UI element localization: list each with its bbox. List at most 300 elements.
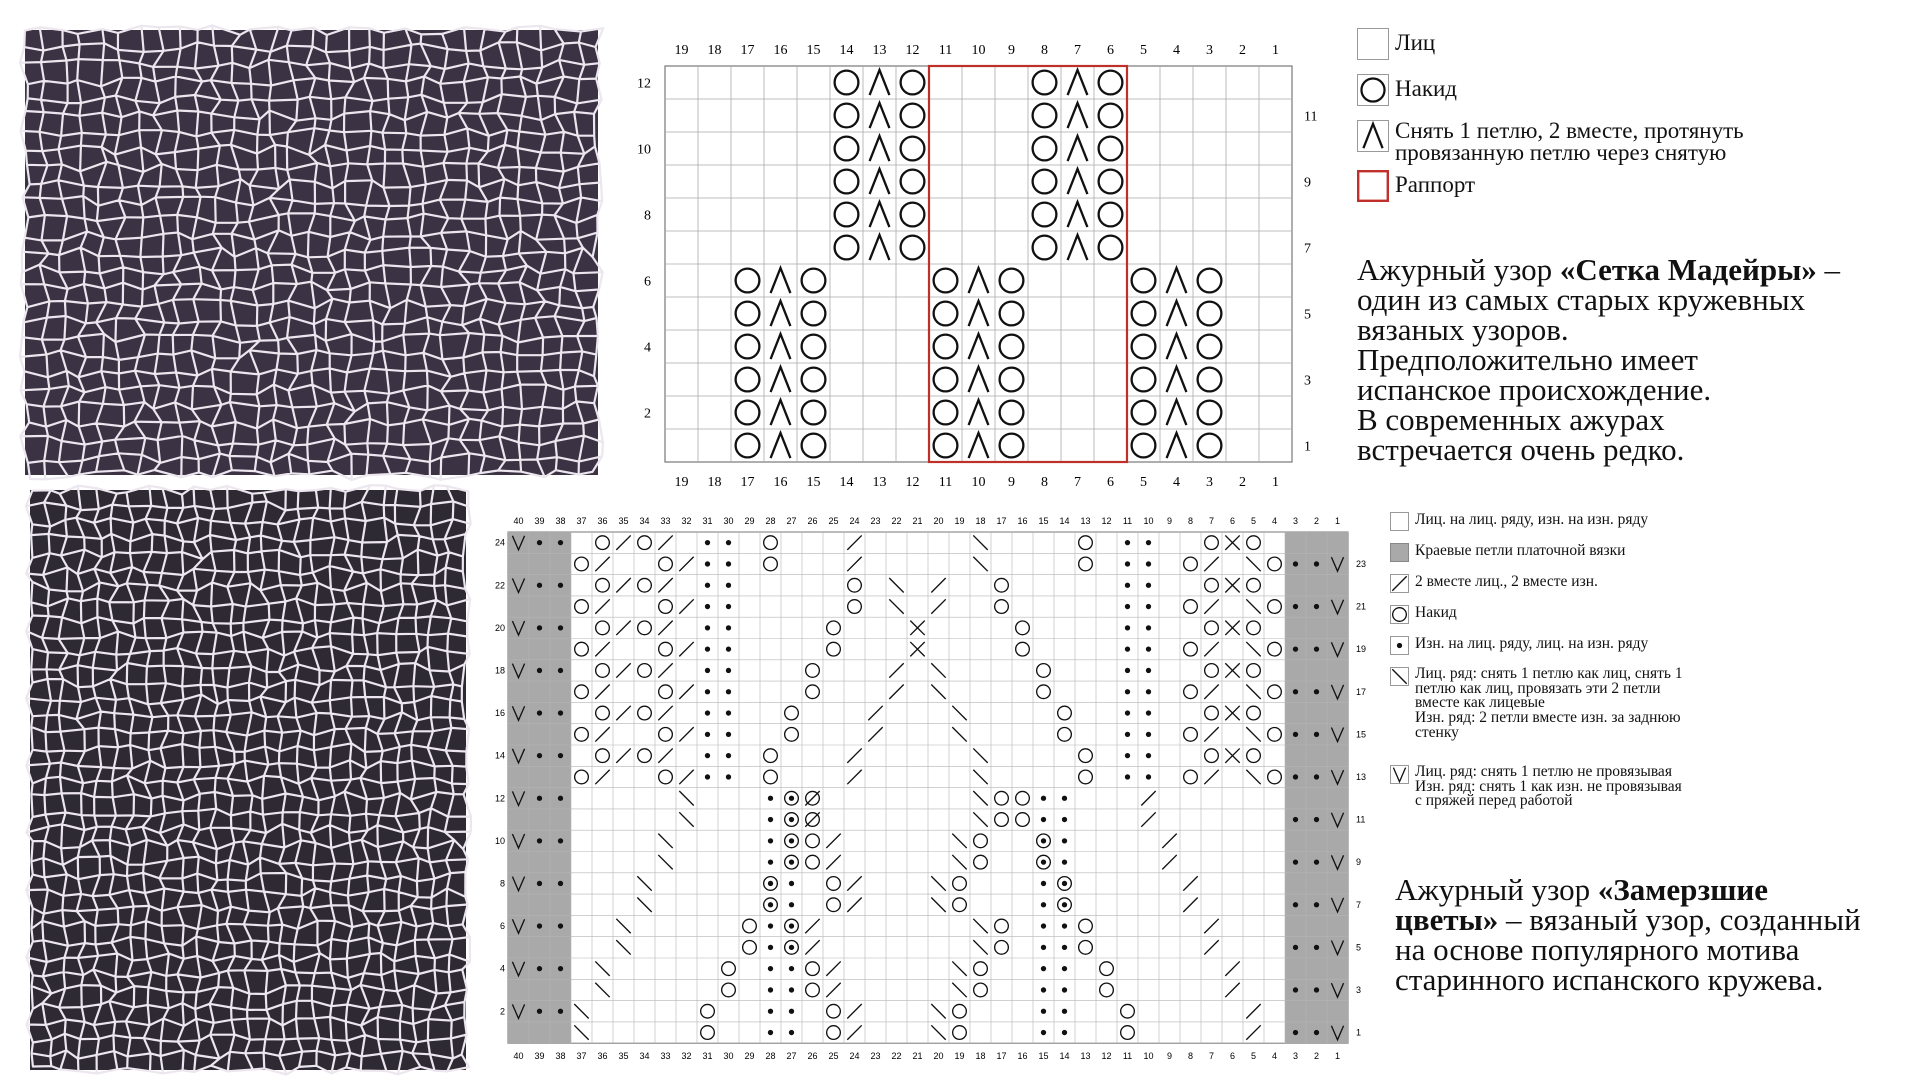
column-number-bottom: 40 xyxy=(513,1051,524,1062)
row-number-right: 23 xyxy=(1356,558,1367,569)
purl-dot-symbol xyxy=(768,1030,773,1035)
row-number-left: 12 xyxy=(494,793,505,804)
purl-dot-symbol xyxy=(1146,710,1151,715)
column-number-bottom: 21 xyxy=(912,1051,923,1062)
purl-dot-symbol xyxy=(537,966,542,971)
column-number-bottom: 18 xyxy=(707,475,722,490)
purl-dot-symbol xyxy=(768,923,773,928)
legend-item-blank xyxy=(1357,28,1435,60)
legend-item-slip xyxy=(1390,765,1682,809)
purl-dot-symbol xyxy=(789,966,794,971)
column-number-bottom: 19 xyxy=(674,475,689,490)
column-number-top: 25 xyxy=(828,516,839,526)
column-number-top: 13 xyxy=(1080,516,1091,526)
row-number-right: 3 xyxy=(1304,373,1311,389)
purl-dot-symbol xyxy=(768,1009,773,1014)
row-number-right: 5 xyxy=(1304,307,1311,323)
row-number-left: 20 xyxy=(494,622,505,633)
purl-dot-symbol xyxy=(1314,689,1319,694)
column-number-top: 5 xyxy=(1250,516,1257,526)
legend-item-edge xyxy=(1390,543,1625,562)
purl-dot-symbol xyxy=(1146,753,1151,758)
purl-dot-symbol xyxy=(1125,604,1130,609)
column-number-bottom: 4 xyxy=(1271,1051,1278,1062)
column-number-bottom: 10 xyxy=(971,475,986,490)
purl-dot-symbol xyxy=(1125,668,1130,673)
lace-photo-frozen-flowers xyxy=(30,490,466,1070)
column-number-top: 39 xyxy=(534,516,545,526)
column-number-top: 11 xyxy=(1122,516,1133,526)
purl-dot-symbol xyxy=(1293,902,1298,907)
column-number-top: 8 xyxy=(1041,43,1048,58)
row-number-right: 11 xyxy=(1304,109,1318,125)
column-number-top: 4 xyxy=(1271,516,1278,526)
purl-dot-symbol xyxy=(705,646,710,651)
purl-dot-symbol xyxy=(537,583,542,588)
column-number-top: 19 xyxy=(954,516,965,526)
desc2-prefix: Ажурный узор xyxy=(1395,872,1598,907)
purl-dot-symbol xyxy=(1314,604,1319,609)
column-number-bottom: 15 xyxy=(806,475,821,490)
purl-dot-symbol xyxy=(768,881,773,886)
purl-dot-symbol xyxy=(1062,987,1067,992)
purl-dot-symbol xyxy=(1146,625,1151,630)
column-number-top: 18 xyxy=(707,43,722,58)
purl-dot-symbol xyxy=(537,923,542,928)
purl-dot-symbol xyxy=(537,838,542,843)
column-number-top: 40 xyxy=(513,516,524,526)
purl-dot-symbol xyxy=(768,859,773,864)
purl-dot-symbol xyxy=(1397,643,1402,648)
column-number-top: 7 xyxy=(1208,516,1215,526)
column-number-top: 24 xyxy=(849,516,860,526)
purl-dot-symbol xyxy=(726,583,731,588)
purl-dot-symbol xyxy=(558,923,563,928)
purl-dot-symbol xyxy=(789,859,794,864)
row-number-right: 1 xyxy=(1304,439,1311,455)
purl-dot-symbol xyxy=(1041,966,1046,971)
row-number-left: 10 xyxy=(494,835,505,846)
ssk-icon xyxy=(1390,667,1409,686)
column-number-bottom: 3 xyxy=(1292,1051,1299,1062)
purl-dot-symbol xyxy=(1062,881,1067,886)
column-number-top: 16 xyxy=(773,43,788,58)
purl-dot-symbol xyxy=(705,689,710,694)
column-number-bottom: 28 xyxy=(765,1051,776,1062)
purl-dot-symbol xyxy=(768,966,773,971)
purl-dot-symbol xyxy=(789,945,794,950)
frozen-flowers-description xyxy=(1395,872,1915,997)
column-number-top: 23 xyxy=(870,516,881,526)
column-number-top: 27 xyxy=(786,516,797,526)
row-number-left: 16 xyxy=(494,708,505,719)
column-number-top: 29 xyxy=(744,516,755,526)
column-number-bottom: 39 xyxy=(534,1051,545,1062)
column-number-bottom: 18 xyxy=(975,1051,986,1062)
legend-text: Лиц. ряд: снять 1 петлю как лиц, снять 1 петлю как лиц, провязать эти 2 петли вместе как лицевые Изн. ряд: 2 петли вместе изн. за заднюю стенку xyxy=(1415,665,1683,741)
column-number-bottom: 11 xyxy=(1122,1051,1133,1062)
purl-dot-symbol xyxy=(768,902,773,907)
legend-text: Изн. на лиц. ряду, лиц. на изн. ряду xyxy=(1415,634,1649,652)
purl-dot-symbol xyxy=(789,1030,794,1035)
legend-item-blank xyxy=(1390,512,1648,531)
column-number-bottom: 6 xyxy=(1107,475,1114,490)
legend-item-ssk xyxy=(1390,667,1683,741)
row-number-right: 17 xyxy=(1356,686,1367,697)
legend-item-dot xyxy=(1390,636,1648,655)
symbol-frame xyxy=(1358,29,1389,60)
column-number-top: 30 xyxy=(723,516,734,526)
purl-dot-symbol xyxy=(1314,987,1319,992)
purl-dot-symbol xyxy=(537,625,542,630)
purl-dot-symbol xyxy=(789,923,794,928)
purl-dot-symbol xyxy=(1125,774,1130,779)
column-number-top: 16 xyxy=(1017,516,1028,526)
row-number-left: 2 xyxy=(644,406,651,422)
purl-dot-symbol xyxy=(1293,817,1298,822)
purl-dot-symbol xyxy=(1125,583,1130,588)
legend-text: Раппорт xyxy=(1395,171,1476,197)
purl-dot-symbol xyxy=(1314,774,1319,779)
row-number-left: 14 xyxy=(494,750,505,761)
column-number-top: 8 xyxy=(1187,516,1194,526)
legend-text: Краевые петли платочной вязки xyxy=(1415,541,1626,559)
purl-dot-symbol xyxy=(1125,540,1130,545)
purl-dot-symbol xyxy=(726,646,731,651)
dec-icon xyxy=(1357,120,1389,152)
frozen-flowers-chart xyxy=(494,510,1380,1070)
purl-dot-symbol xyxy=(789,1009,794,1014)
column-number-top: 33 xyxy=(660,516,671,526)
row-number-right: 7 xyxy=(1304,241,1311,257)
purl-dot-symbol xyxy=(558,838,563,843)
column-number-bottom: 8 xyxy=(1187,1051,1194,1062)
column-number-top: 2 xyxy=(1313,516,1320,526)
row-number-left: 8 xyxy=(499,878,505,889)
purl-dot-symbol xyxy=(558,710,563,715)
purl-dot-symbol xyxy=(1041,923,1046,928)
purl-dot-symbol xyxy=(726,774,731,779)
row-number-right: 1 xyxy=(1356,1027,1362,1038)
column-number-bottom: 9 xyxy=(1008,475,1015,490)
purl-dot-symbol xyxy=(1125,710,1130,715)
repeat-icon xyxy=(1357,170,1389,202)
purl-dot-symbol xyxy=(705,710,710,715)
madeira-description xyxy=(1357,252,1917,467)
column-number-bottom: 38 xyxy=(555,1051,566,1062)
column-number-bottom: 13 xyxy=(872,475,887,490)
purl-dot-symbol xyxy=(789,796,794,801)
column-number-top: 36 xyxy=(597,516,608,526)
column-number-top: 6 xyxy=(1107,43,1114,58)
column-number-top: 17 xyxy=(996,516,1007,526)
column-number-bottom: 1 xyxy=(1272,475,1279,490)
legend-text: Лиц xyxy=(1395,29,1436,55)
purl-dot-symbol xyxy=(1062,923,1067,928)
purl-dot-symbol xyxy=(726,710,731,715)
column-number-bottom: 12 xyxy=(1101,1051,1112,1062)
column-number-top: 31 xyxy=(702,516,713,526)
blank-icon xyxy=(1357,28,1389,60)
purl-dot-symbol xyxy=(537,710,542,715)
column-number-bottom: 33 xyxy=(660,1051,671,1062)
column-number-bottom: 14 xyxy=(839,475,854,490)
purl-dot-symbol xyxy=(1062,945,1067,950)
column-number-bottom: 36 xyxy=(597,1051,608,1062)
purl-dot-symbol xyxy=(705,732,710,737)
row-number-left: 4 xyxy=(499,963,505,974)
row-number-right: 9 xyxy=(1356,857,1362,868)
purl-dot-symbol xyxy=(1041,945,1046,950)
legend-text: Накид xyxy=(1395,75,1458,101)
purl-dot-symbol xyxy=(537,753,542,758)
purl-dot-symbol xyxy=(705,604,710,609)
purl-dot-symbol xyxy=(558,583,563,588)
column-number-bottom: 9 xyxy=(1166,1051,1173,1062)
purl-dot-symbol xyxy=(558,753,563,758)
column-number-top: 15 xyxy=(1038,516,1049,526)
purl-dot-symbol xyxy=(1041,817,1046,822)
column-number-bottom: 6 xyxy=(1229,1051,1236,1062)
column-number-top: 4 xyxy=(1173,43,1180,58)
purl-dot-symbol xyxy=(789,838,794,843)
column-number-top: 37 xyxy=(576,516,587,526)
frozen-flowers-legend xyxy=(1390,512,1915,832)
purl-dot-symbol xyxy=(1125,625,1130,630)
yo-icon xyxy=(1390,605,1409,624)
column-number-bottom: 27 xyxy=(786,1051,797,1062)
column-number-bottom: 3 xyxy=(1206,475,1213,490)
purl-dot-symbol xyxy=(705,753,710,758)
lace-photo-madeira-image xyxy=(25,30,598,475)
row-number-right: 21 xyxy=(1356,601,1367,612)
column-number-top: 14 xyxy=(839,43,854,58)
column-number-top: 34 xyxy=(639,516,650,526)
purl-dot-symbol xyxy=(558,540,563,545)
column-number-top: 9 xyxy=(1008,43,1015,58)
column-number-top: 28 xyxy=(765,516,776,526)
column-number-top: 15 xyxy=(806,43,821,58)
row-number-right: 19 xyxy=(1356,644,1367,655)
legend-text: 2 вместе лиц., 2 вместе изн. xyxy=(1415,572,1598,590)
dot-icon xyxy=(1390,636,1409,655)
purl-dot-symbol xyxy=(1062,838,1067,843)
purl-dot-symbol xyxy=(558,668,563,673)
column-number-top: 19 xyxy=(674,43,689,58)
desc1-prefix: Ажурный узор xyxy=(1357,252,1560,287)
purl-dot-symbol xyxy=(1146,668,1151,673)
purl-dot-symbol xyxy=(1146,604,1151,609)
row-number-right: 15 xyxy=(1356,729,1367,740)
column-number-top: 1 xyxy=(1272,43,1279,58)
row-number-left: 22 xyxy=(494,580,505,591)
column-number-bottom: 10 xyxy=(1143,1051,1154,1062)
purl-dot-symbol xyxy=(1041,987,1046,992)
column-number-bottom: 11 xyxy=(938,475,953,490)
purl-dot-symbol xyxy=(558,966,563,971)
purl-dot-symbol xyxy=(705,540,710,545)
column-number-top: 18 xyxy=(975,516,986,526)
column-number-top: 3 xyxy=(1292,516,1299,526)
row-number-right: 9 xyxy=(1304,175,1311,191)
purl-dot-symbol xyxy=(726,668,731,673)
purl-dot-symbol xyxy=(1125,646,1130,651)
column-number-bottom: 20 xyxy=(933,1051,944,1062)
purl-dot-symbol xyxy=(1062,902,1067,907)
purl-dot-symbol xyxy=(768,838,773,843)
purl-dot-symbol xyxy=(1062,1009,1067,1014)
column-number-bottom: 23 xyxy=(870,1051,881,1062)
column-number-top: 21 xyxy=(912,516,923,526)
column-number-top: 12 xyxy=(1101,516,1112,526)
legend-item-yo xyxy=(1390,605,1457,624)
purl-dot-symbol xyxy=(1062,859,1067,864)
column-number-bottom: 16 xyxy=(773,475,788,490)
column-number-top: 14 xyxy=(1059,516,1070,526)
purl-dot-symbol xyxy=(726,732,731,737)
column-number-bottom: 30 xyxy=(723,1051,734,1062)
purl-dot-symbol xyxy=(1293,987,1298,992)
column-number-bottom: 2 xyxy=(1239,475,1246,490)
row-number-left: 2 xyxy=(499,1006,505,1017)
purl-dot-symbol xyxy=(1041,859,1046,864)
column-number-bottom: 7 xyxy=(1074,475,1081,490)
column-number-top: 5 xyxy=(1140,43,1147,58)
purl-dot-symbol xyxy=(1062,817,1067,822)
legend-item-k2tog xyxy=(1390,574,1598,593)
k2tog-icon xyxy=(1390,574,1409,593)
column-number-top: 12 xyxy=(905,43,920,58)
purl-dot-symbol xyxy=(1293,604,1298,609)
column-number-top: 6 xyxy=(1229,516,1236,526)
edge-icon xyxy=(1390,543,1409,562)
column-number-bottom: 7 xyxy=(1208,1051,1215,1062)
purl-dot-symbol xyxy=(1314,817,1319,822)
column-number-bottom: 24 xyxy=(849,1051,860,1062)
purl-dot-symbol xyxy=(1293,774,1298,779)
purl-dot-symbol xyxy=(1062,1030,1067,1035)
column-number-top: 22 xyxy=(891,516,902,526)
row-number-right: 7 xyxy=(1356,899,1362,910)
purl-dot-symbol xyxy=(558,625,563,630)
purl-dot-symbol xyxy=(537,881,542,886)
column-number-bottom: 8 xyxy=(1041,475,1048,490)
desc1-rest: – один из самых старых кружевных вязаных узоров. Предположительно имеет испанское происхождение. В современных ажурах встречается очень редко. xyxy=(1357,252,1841,467)
column-number-bottom: 17 xyxy=(996,1051,1007,1062)
lace-photo-madeira xyxy=(25,30,598,475)
madeira-chart xyxy=(620,28,1318,498)
purl-dot-symbol xyxy=(1314,902,1319,907)
purl-dot-symbol xyxy=(558,796,563,801)
purl-dot-symbol xyxy=(1314,732,1319,737)
column-number-top: 7 xyxy=(1074,43,1081,58)
purl-dot-symbol xyxy=(1041,838,1046,843)
desc2-name: «Замерзшие цветы» xyxy=(1395,872,1768,937)
legend-item-yo xyxy=(1357,74,1457,106)
purl-dot-symbol xyxy=(726,753,731,758)
purl-dot-symbol xyxy=(558,1009,563,1014)
column-number-bottom: 32 xyxy=(681,1051,692,1062)
purl-dot-symbol xyxy=(726,625,731,630)
row-number-left: 8 xyxy=(644,208,651,224)
purl-dot-symbol xyxy=(1314,1030,1319,1035)
row-number-left: 18 xyxy=(494,665,505,676)
column-number-bottom: 14 xyxy=(1059,1051,1070,1062)
row-number-left: 4 xyxy=(644,340,651,356)
purl-dot-symbol xyxy=(1293,945,1298,950)
purl-dot-symbol xyxy=(1041,902,1046,907)
column-number-top: 17 xyxy=(740,43,755,58)
legend-item-repeat xyxy=(1357,170,1475,202)
purl-dot-symbol xyxy=(768,817,773,822)
purl-dot-symbol xyxy=(789,881,794,886)
purl-dot-symbol xyxy=(1293,689,1298,694)
purl-dot-symbol xyxy=(1041,796,1046,801)
purl-dot-symbol xyxy=(1314,945,1319,950)
purl-dot-symbol xyxy=(1293,561,1298,566)
column-number-bottom: 2 xyxy=(1313,1051,1320,1062)
purl-dot-symbol xyxy=(726,540,731,545)
column-number-top: 32 xyxy=(681,516,692,526)
column-number-bottom: 5 xyxy=(1140,475,1147,490)
purl-dot-symbol xyxy=(1125,689,1130,694)
purl-dot-symbol xyxy=(1293,859,1298,864)
column-number-bottom: 5 xyxy=(1250,1051,1257,1062)
purl-dot-symbol xyxy=(705,561,710,566)
column-number-top: 10 xyxy=(1143,516,1154,526)
purl-dot-symbol xyxy=(789,817,794,822)
madeira-legend xyxy=(1357,28,1917,218)
row-number-left: 6 xyxy=(644,274,651,290)
purl-dot-symbol xyxy=(705,774,710,779)
column-number-top: 1 xyxy=(1334,516,1341,526)
purl-dot-symbol xyxy=(1062,796,1067,801)
column-number-top: 10 xyxy=(971,43,986,58)
purl-dot-symbol xyxy=(705,583,710,588)
purl-dot-symbol xyxy=(726,689,731,694)
purl-dot-symbol xyxy=(1146,646,1151,651)
purl-dot-symbol xyxy=(1125,732,1130,737)
column-number-top: 20 xyxy=(933,516,944,526)
purl-dot-symbol xyxy=(768,796,773,801)
column-number-top: 2 xyxy=(1239,43,1246,58)
purl-dot-symbol xyxy=(726,561,731,566)
purl-dot-symbol xyxy=(768,987,773,992)
purl-dot-symbol xyxy=(1125,753,1130,758)
purl-dot-symbol xyxy=(1146,732,1151,737)
purl-dot-symbol xyxy=(1314,646,1319,651)
purl-dot-symbol xyxy=(1041,881,1046,886)
column-number-bottom: 4 xyxy=(1173,475,1180,490)
purl-dot-symbol xyxy=(789,902,794,907)
row-number-right: 11 xyxy=(1356,814,1366,825)
purl-dot-symbol xyxy=(1062,966,1067,971)
column-number-bottom: 26 xyxy=(807,1051,818,1062)
column-number-bottom: 29 xyxy=(744,1051,755,1062)
row-number-right: 5 xyxy=(1356,942,1362,953)
column-number-top: 11 xyxy=(938,43,953,58)
purl-dot-symbol xyxy=(1041,1030,1046,1035)
purl-dot-symbol xyxy=(537,796,542,801)
column-number-top: 38 xyxy=(555,516,566,526)
purl-dot-symbol xyxy=(1125,561,1130,566)
row-number-right: 13 xyxy=(1356,771,1367,782)
purl-dot-symbol xyxy=(1293,1030,1298,1035)
purl-dot-symbol xyxy=(726,604,731,609)
column-number-bottom: 35 xyxy=(618,1051,629,1062)
column-number-bottom: 1 xyxy=(1334,1051,1341,1062)
purl-dot-symbol xyxy=(1314,561,1319,566)
